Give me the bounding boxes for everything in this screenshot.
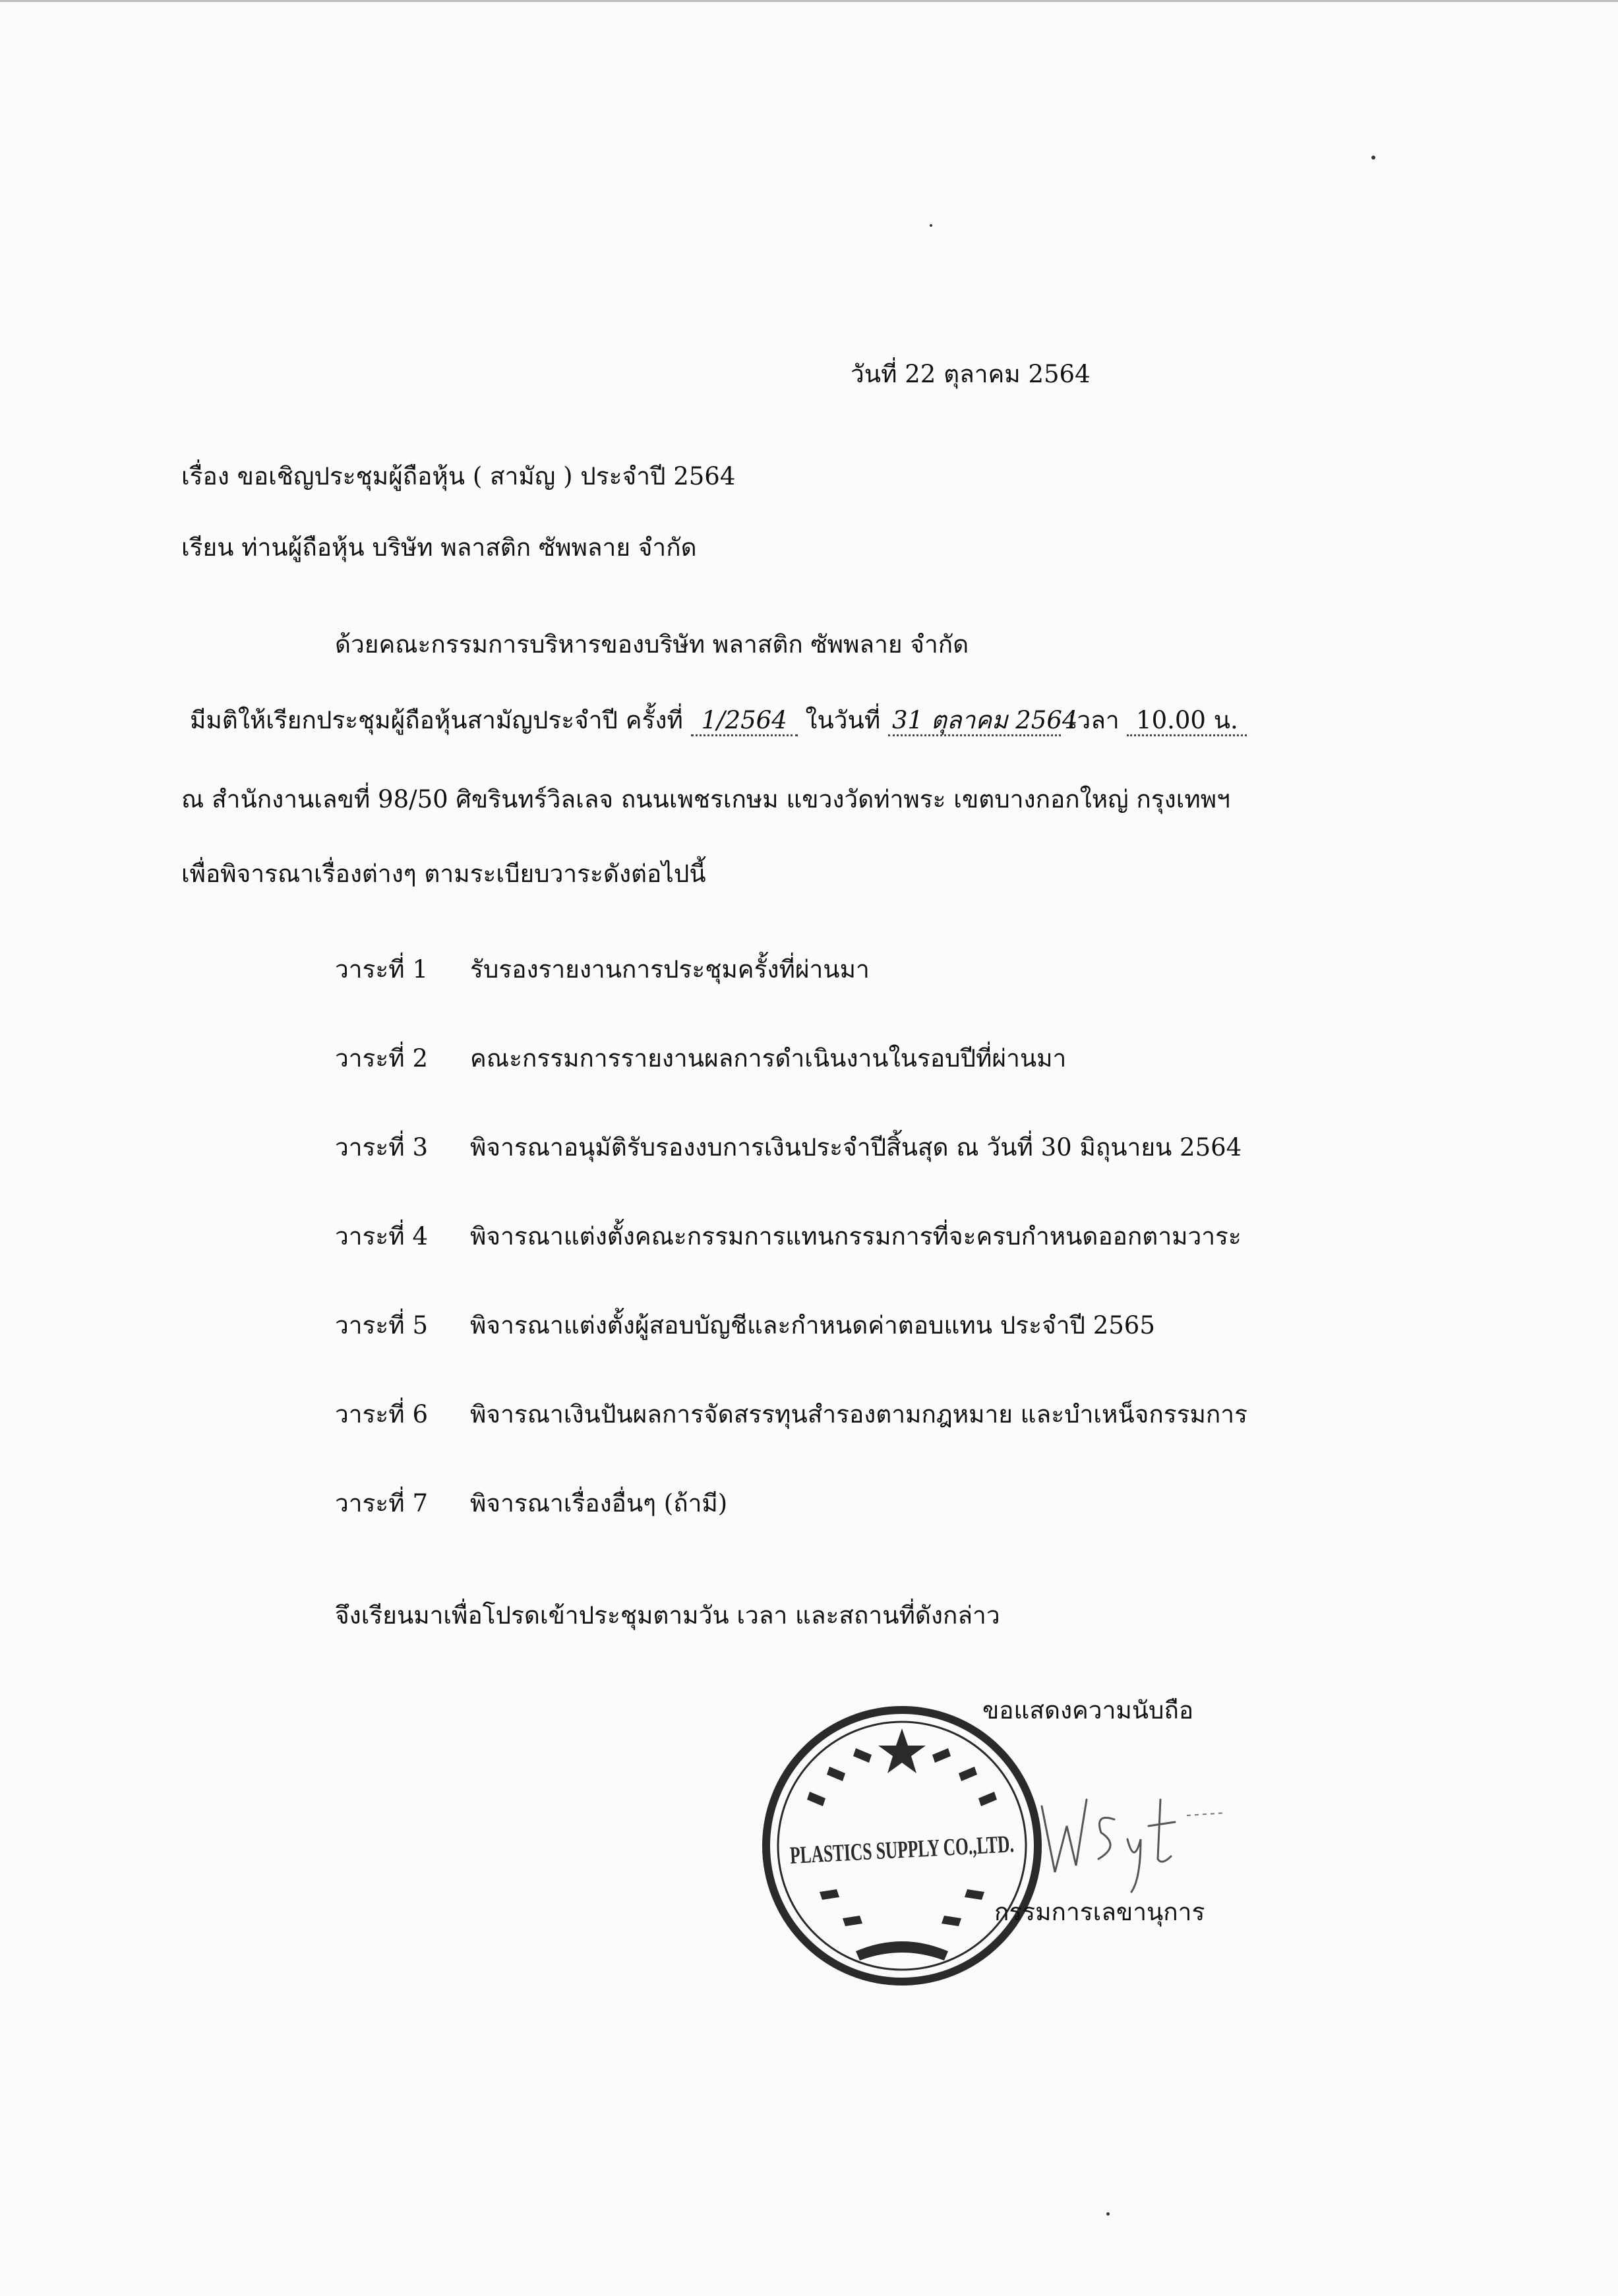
agenda-label: วาระที่ 4	[335, 1222, 428, 1251]
letter-subject: เรื่อง ขอเชิญประชุมผู้ถือหุ้น ( สามัญ ) ประจำปี 2564	[181, 462, 736, 490]
letter-recipient: เรียน ท่านผู้ถือหุ้น บริษัท พลาสติก ซัพพลาย จำกัด	[181, 533, 697, 562]
agenda-item	[335, 1399, 1247, 1430]
handwritten-signature	[1035, 1780, 1233, 1899]
scan-speck	[1371, 156, 1375, 160]
purpose-line: เพื่อพิจารณาเรื่องต่างๆ ตามระเบียบวาระดังต่อไปนี้	[181, 860, 706, 888]
agenda-item	[335, 955, 870, 985]
scan-edge	[0, 0, 1618, 2]
agenda-label: วาระที่ 3	[335, 1133, 428, 1162]
agenda-text: พิจารณาอนุมัติรับรองงบการเงินประจำปีสิ้นสุด ณ วันที่ 30 มิถุนายน 2564	[470, 1133, 1242, 1162]
agenda-label: วาระที่ 6	[335, 1400, 428, 1428]
agenda-text: พิจารณาเรื่องอื่นๆ (ถ้ามี)	[470, 1489, 728, 1517]
letter-date: วันที่ 22 ตุลาคม 2564	[851, 360, 1091, 388]
resolution-text: มีมติให้เรียกประชุมผู้ถือหุ้นสามัญประจำปี ครั้งที่	[190, 706, 683, 734]
closing-line: จึงเรียนมาเพื่อโปรดเข้าประชุมตามวัน เวลา และสถานที่ดังกล่าว	[335, 1601, 1000, 1630]
meeting-date: 31 ตุลาคม 2564	[888, 707, 1061, 736]
agenda-item	[335, 1310, 1155, 1341]
intro-paragraph: ด้วยคณะกรรมการบริหารของบริษัท พลาสติก ซัพพลาย จำกัด	[335, 630, 969, 659]
agenda-label: วาระที่ 7	[335, 1489, 428, 1517]
agenda-text: พิจารณาเงินปันผลการจัดสรรทุนสำรองตามกฎหมาย และบำเหน็จกรรมการ	[470, 1400, 1247, 1428]
meeting-number: 1/2564	[691, 707, 798, 736]
resolution-text: เวลา	[1068, 706, 1120, 734]
scan-speck	[1106, 2212, 1110, 2216]
agenda-text: คณะกรรมการรายงานผลการดำเนินงานในรอบปีที่ผ่านมา	[470, 1044, 1067, 1073]
stamp-text: PLASTICS SUPPLY CO.,LTD.	[789, 1825, 1117, 1869]
agenda-text: พิจารณาแต่งตั้งคณะกรรมการแทนกรรมการที่จะครบกำหนดออกตามวาระ	[470, 1222, 1242, 1251]
agenda-label: วาระที่ 1	[335, 955, 428, 984]
agenda-item	[335, 1133, 1242, 1163]
star-icon	[878, 1728, 926, 1773]
agenda-item	[335, 1044, 1066, 1074]
scan-speck	[930, 224, 932, 227]
resolution-text: ในวันที่	[805, 706, 881, 734]
agenda-item	[335, 1222, 1242, 1252]
resolution-line	[190, 705, 1247, 736]
signer-title: กรรมการเลขานุการ	[994, 1898, 1205, 1926]
agenda-text: รับรองรายงานการประชุมครั้งที่ผ่านมา	[470, 955, 870, 984]
agenda-text: พิจารณาแต่งตั้งผู้สอบบัญชีและกำหนดค่าตอบแทน ประจำปี 2565	[470, 1311, 1155, 1339]
regards-line: ขอแสดงความนับถือ	[982, 1696, 1194, 1724]
agenda-label: วาระที่ 2	[335, 1044, 428, 1073]
venue-line: ณ สำนักงานเลขที่ 98/50 ศิขรินทร์วิลเลจ ถนนเพชรเกษม แขวงวัดท่าพระ เขตบางกอกใหญ่ กรุงเทพฯ	[181, 785, 1230, 813]
agenda-label: วาระที่ 5	[335, 1311, 428, 1339]
meeting-time: 10.00 น.	[1127, 707, 1247, 736]
agenda-item	[335, 1488, 727, 1519]
